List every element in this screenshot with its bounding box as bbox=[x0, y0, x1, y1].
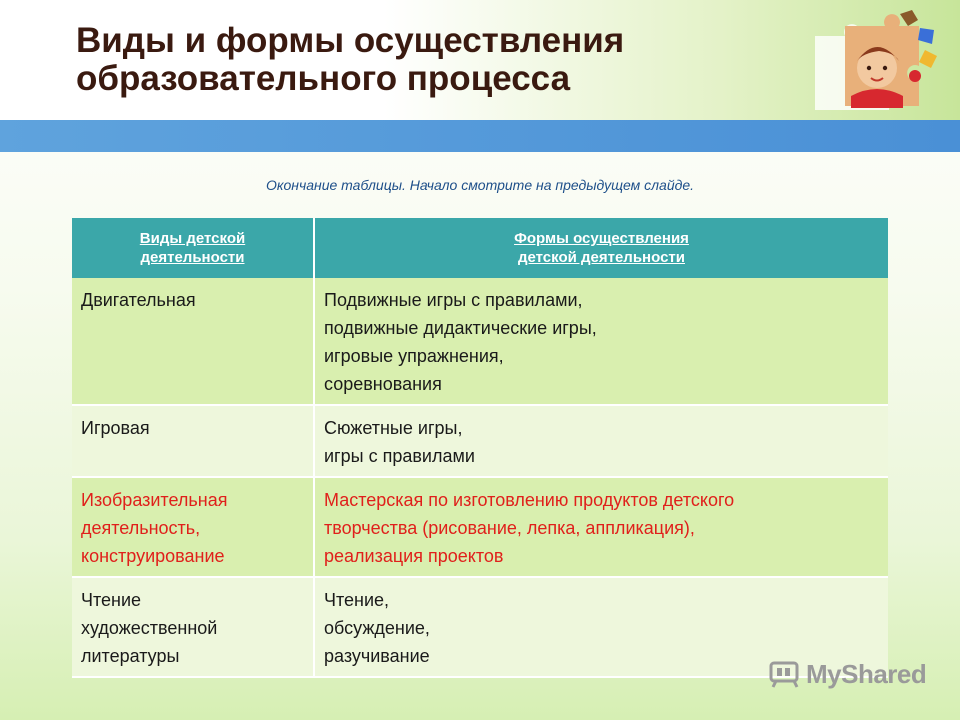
table-row bbox=[72, 405, 888, 477]
header-activity-types: Виды детской деятельности bbox=[72, 218, 314, 278]
header-activity-forms: Формы осуществления детской деятельности bbox=[314, 218, 888, 278]
myshared-logo-icon bbox=[768, 659, 802, 689]
table-header-row bbox=[72, 218, 888, 278]
table-row bbox=[72, 577, 888, 677]
cell-forms: Сюжетные игры, игры с правилами bbox=[314, 405, 888, 477]
cell-activity: Изобразительная деятельность, конструирование bbox=[72, 477, 314, 577]
cell-forms: Мастерская по изготовлению продуктов детского творчества (рисование, лепка, аппликация), реализация проектов bbox=[314, 477, 888, 577]
title-line-2: образовательного процесса bbox=[76, 59, 571, 98]
cell-forms: Чтение, обсуждение, разучивание bbox=[314, 577, 888, 677]
cell-activity: Двигательная bbox=[72, 278, 314, 405]
cell-activity: Чтение художественной литературы bbox=[72, 577, 314, 677]
activity-table bbox=[72, 218, 888, 678]
slide-title bbox=[76, 22, 796, 98]
table-row bbox=[72, 477, 888, 577]
table-row bbox=[72, 278, 888, 405]
watermark-text: MyShared bbox=[806, 658, 927, 689]
cell-activity: Игровая bbox=[72, 405, 314, 477]
cell-forms: Подвижные игры с правилами, подвижные дидактические игры, игровые упражнения, соревнования bbox=[314, 278, 888, 405]
title-line-1: Виды и формы осуществления bbox=[76, 21, 625, 60]
blue-divider-bar bbox=[0, 120, 960, 152]
slide-subtitle: Окончание таблицы. Начало смотрите на предыдущем слайде. bbox=[265, 177, 695, 193]
puzzle-pieces-icon bbox=[805, 6, 955, 116]
myshared-watermark bbox=[768, 656, 948, 692]
